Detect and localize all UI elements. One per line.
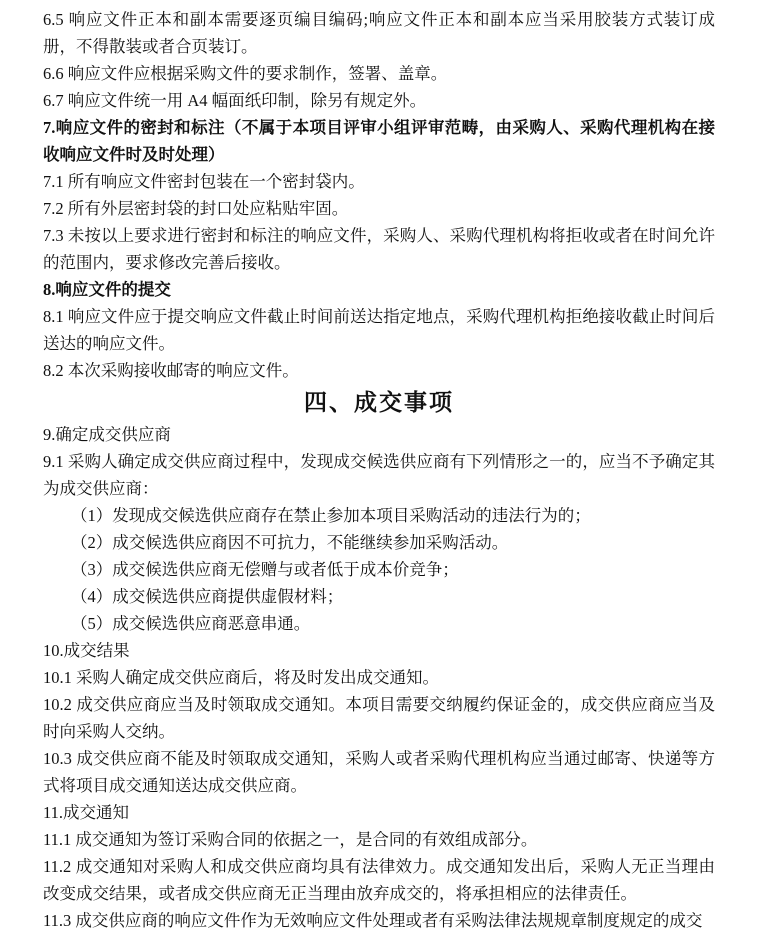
clause-9-1: 9.1 采购人确定成交供应商过程中，发现成交候选供应商有下列情形之一的，应当不予确定其为成交供应商： (43, 452, 715, 498)
clause-10-1: 10.1 采购人确定成交供应商后，将及时发出成交通知。 (43, 668, 439, 687)
clause-7-3: 7.3 未按以上要求进行密封和标注的响应文件，采购人、采购代理机构将拒收或者在时间允许的范围内，要求修改完善后接收。 (43, 226, 715, 272)
clause-9-1-item-2: （2）成交候选供应商因不可抗力，不能继续参加采购活动。 (71, 533, 509, 552)
clause-9-1-item-3: （3）成交候选供应商无偿赠与或者低于成本价竞争； (71, 560, 459, 579)
clause-8-1: 8.1 响应文件应于提交响应文件截止时间前送达指定地点，采购代理机构拒绝接收截止时间后送达的响应文件。 (43, 307, 715, 353)
clause-11-2: 11.2 成交通知对采购人和成交供应商均具有法律效力。成交通知发出后，采购人无正当理由改变成交结果，或者成交供应商无正当理由放弃成交的，将承担相应的法律责任。 (43, 857, 715, 903)
clause-6-6: 6.6 响应文件应根据采购文件的要求制作，签署、盖章。 (43, 64, 448, 83)
clause-9: 9.确定成交供应商 (43, 425, 171, 444)
clause-9-1-item-5: （5）成交候选供应商恶意串通。 (71, 614, 311, 633)
clause-6-7: 6.7 响应文件统一用 A4 幅面纸印制，除另有规定外。 (43, 91, 427, 110)
clause-11: 11.成交通知 (43, 803, 130, 822)
clause-9-1-item-4: （4）成交候选供应商提供虚假材料； (71, 587, 344, 606)
clause-9-1-item-1: （1）发现成交候选供应商存在禁止参加本项目采购活动的违法行为的； (71, 506, 591, 525)
clause-7: 7.响应文件的密封和标注（不属于本项目评审小组评审范畴，由采购人、采购代理机构在接收响应文件时及时处理） (43, 118, 715, 164)
document-body (43, 6, 715, 934)
clause-10-2: 10.2 成交供应商应当及时领取成交通知。本项目需要交纳履约保证金的，成交供应商应当及时向采购人交纳。 (43, 695, 715, 741)
chapter-heading: 四、成交事项 (304, 390, 454, 415)
clause-10: 10.成交结果 (43, 641, 130, 660)
clause-10-3: 10.3 成交供应商不能及时领取成交通知，采购人或者采购代理机构应当通过邮寄、快递等方式将项目成交通知送达成交供应商。 (43, 749, 715, 795)
clause-7-1: 7.1 所有响应文件密封包装在一个密封袋内。 (43, 172, 365, 191)
clause-7-2: 7.2 所有外层密封袋的封口处应粘贴牢固。 (43, 199, 349, 218)
clause-8-2: 8.2 本次采购接收邮寄的响应文件。 (43, 361, 299, 380)
clause-6-5: 6.5 响应文件正本和副本需要逐页编目编码;响应文件正本和副本应当采用胶装方式装订成册，不得散装或者合页装订。 (43, 10, 715, 56)
clause-11-1: 11.1 成交通知为签订采购合同的依据之一，是合同的有效组成部分。 (43, 830, 538, 849)
clause-8: 8.响应文件的提交 (43, 280, 171, 299)
clause-11-3: 11.3 成交供应商的响应文件作为无效响应文件处理或者有采购法律法规规章制度规定的成交 (43, 911, 703, 930)
